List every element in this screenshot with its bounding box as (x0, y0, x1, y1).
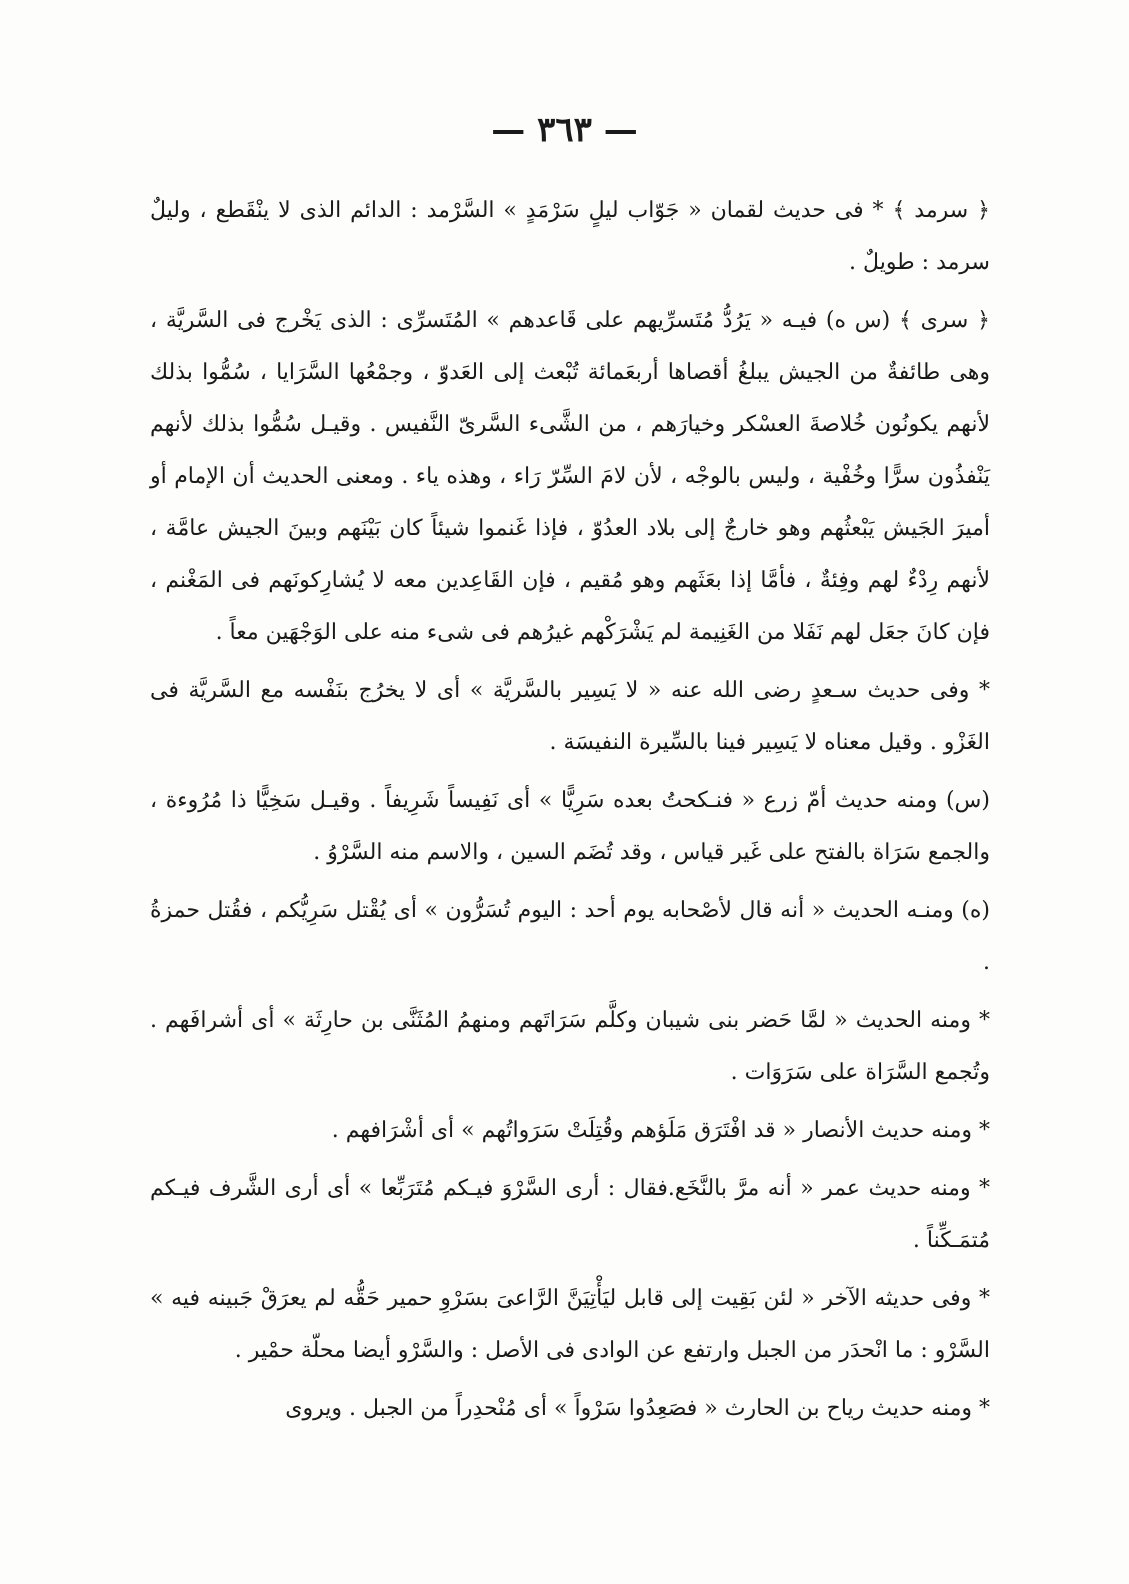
entry-sara: ﴿ سرى ﴾ (س ه) فيـه « يَرُدُّ مُتَسرِّيهم على قَاعدهم » المُتَسرِّى : الذى يَخْرج فى السَّريَّة ، وهى طائفةٌ من الجيش يبلغُ أقصاها أربعَمائة تُبْعث إلى العَدوّ ، وجمْعُها السَّرَايا ، سُمُّوا بذلك لأنهم يكونُون خُلاصةَ العسْكر وخيارَهم ، من الشَّىء السَّرىّ النَّفيس . وقيـل سُمُّوا بذلك لأنهم يَنْفذُون سرًّا وخُفْية ، وليس بالوجْه ، لأن لامَ السِّرّ رَاء ، وهذه ياء . ومعنى الحديث أن الإمام أو أميرَ الجَيش يَبْعثُهم وهو خارجٌ إلى بلاد العدُوّ ، فإذا غَنموا شيئاً كان بَيْنَهم وبينَ الجيش عامَّة ، لأنهم رِدْءٌ لهم وفِئةٌ ، فأمَّا إذا بعَثَهم وهو مُقيم ، فإن القَاعِدين معه لا يُشارِكونَهم فى المَغْنم ، فإن كانَ جعَل لهم نَفَلا من الغَنِيمة لم يَشْرَكْهم غيرُهم فى شىء منه على الوَجْهَين معاً . (150, 308, 990, 645)
hadith-umar-other: * وفى حديثه الآخر « لئن بَقِيت إلى قابل ليَأْتِيَنَّ الرَّاعىَ بسَرْوِ حمير حَقُّه لم يعرَقْ جَبينه فيه » السَّرْو : ما انْحدَر من الجبل وارتفع عن الوادى فى الأصل : والسَّرْو أيضا محلّة حمْير . (150, 1286, 990, 1363)
hadith-uhud: (ه) ومنـه الحديث « أنه قال لأصْحابه يوم أحد : اليوم تُسَرُّون » أى يُقْتل سَرِيُّكم ، فقُتل حمزةُ . (150, 898, 990, 975)
entry-sarmad: ﴿ سرمد ﴾ * فى حديث لقمان « جَوّاب ليلٍ سَرْمَدٍ » السَّرْمد : الدائم الذى لا ينْقَطع ، وليلٌ سرمد : طويلٌ . (150, 198, 990, 275)
hadith-umar: * ومنه حديث عمر « أنه مرَّ بالنَّخَع.فقال : أرى السَّرْوَ فيـكم مُتَرَبِّعا » أى أرى الشَّرف فيـكم مُتمَـكِّناً . (150, 1176, 991, 1253)
body-text (150, 185, 990, 1441)
hadith-riyah: * ومنه حديث رياح بن الحارث « فصَعِدُوا سَرْواً » أى مُنْحدِراً من الجبل . ويروى (285, 1396, 990, 1421)
page-number: — ٣٦٣ — (491, 110, 638, 150)
hadith-saad: * وفى حديث سـعدٍ رضى الله عنه « لا يَسِير بالسَّريَّة » أى لا يخرُج بنَفْسه مع السَّريَّة فى الغَزْو . وقيل معناه لا يَسِير فينا بالسِّيرة النفيسَة . (150, 678, 990, 755)
hadith-ansar: * ومنه حديث الأنصار « قد افْتَرَق مَلَؤهم وقُتِلَتْ سَرَواتُهم » أى أشْرَافهم . (331, 1118, 990, 1143)
hadith-bani-shayban: * ومنه الحديث « لمَّا حَضر بنى شيبان وكلَّم سَرَاتَهم ومنهمُ المُثَنَّى بن حارِثَة » أى أشرافَهم . وتُجمع السَّرَاة على سَرَوَات . (150, 1008, 990, 1085)
hadith-umm-zar: (س) ومنه حديث أمّ زرع « فنـكحتُ بعده سَرِيًّا » أى نَفِيساً شَرِيفاً . وقيـل سَخِيًّا ذا مُرُوءة ، والجمع سَرَاة بالفتح على غَير قياس ، وقد تُضَم السين ، والاسم منه السَّرْوُ . (150, 788, 990, 865)
